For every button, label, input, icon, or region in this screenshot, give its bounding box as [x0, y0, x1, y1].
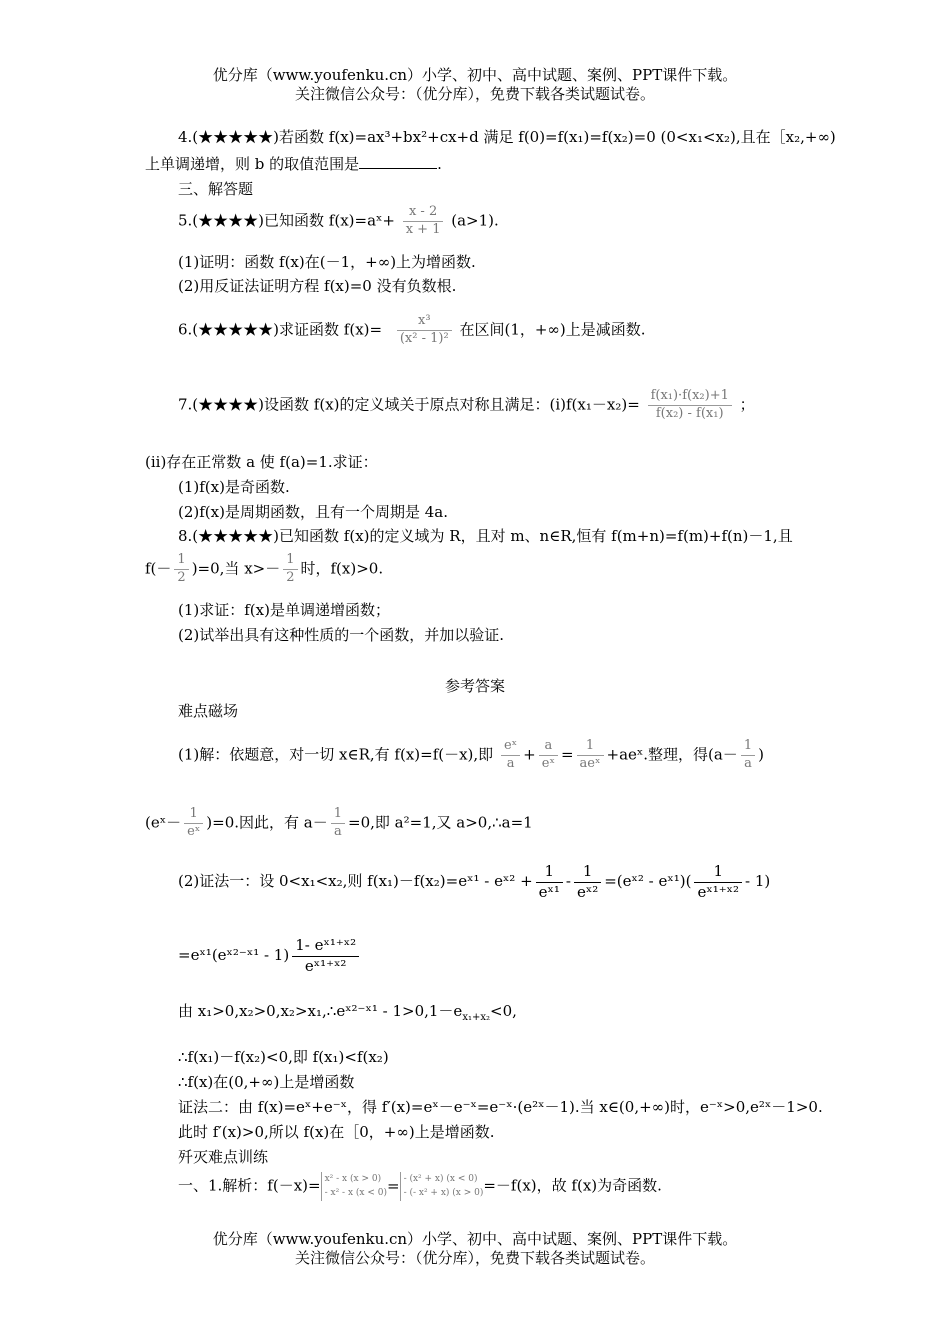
- sol-1-plus: +: [523, 745, 536, 764]
- piecewise-1-row-1: x² - x (x > 0): [324, 1174, 382, 1184]
- section-3-heading: 三、解答题: [178, 180, 254, 198]
- sol-4-pre: 由 x₁>0,x₂>0,x₂>x₁,∴: [178, 1002, 337, 1020]
- sol-2-expr-2: =(eˣ² - eˣ¹)(: [604, 872, 692, 890]
- q7-condition-ii: (ii)存在正常数 a 使 f(a)=1.求证：: [145, 453, 378, 471]
- sol-1-frac-2: [539, 738, 558, 773]
- q8-half-1-num: 1: [174, 552, 188, 570]
- q8-line-2: [145, 552, 383, 587]
- q5-statement: [178, 204, 499, 239]
- sol-2-line-1: [178, 862, 770, 902]
- q6-frac-den: (x² - 1)²: [399, 330, 449, 346]
- sol-1b-frac-2: [331, 806, 345, 841]
- q5-fraction: [403, 204, 444, 239]
- q7-statement: [178, 388, 755, 423]
- sol-1b-mid: )=0.因此，有 a－: [206, 813, 328, 832]
- q8-part-2: (2)试举出具有这种性质的一个函数，并加以验证.: [178, 626, 505, 644]
- q7-frac-num: f(x₁)·f(x₂)+1: [648, 388, 732, 406]
- sol-1-frac-3: [577, 738, 604, 773]
- footer-line-1: 优分库（www.youfenku.cn）小学、初中、高中试题、案例、PPT课件下载。: [212, 1230, 738, 1248]
- q7-part-2: (2)f(x)是周期函数，且有一个周期是 4a.: [178, 503, 448, 521]
- sol-1-frac-4: [741, 738, 755, 773]
- sol-1b-frac-1: [184, 806, 203, 841]
- q4-line-2-end: .: [437, 155, 442, 173]
- q4-line-2-text: 上单调递增，则 b 的取值范围是: [145, 155, 360, 173]
- train-1-post: =－f(x)，故 f(x)为奇函数.: [483, 1176, 662, 1195]
- q7-pre: 7.(★★★★)设函数 f(x)的定义域关于原点对称且满足：(i)f(x₁－x₂)=: [178, 395, 640, 414]
- sol-2-expr-3: - 1): [745, 872, 771, 890]
- q8-l2-c: 时，f(x)>0.: [300, 559, 384, 578]
- nandian-heading: 难点磁场: [178, 702, 239, 720]
- answer-blank: [359, 154, 437, 169]
- q8-half-2-num: 1: [283, 552, 297, 570]
- sol-3-frac-num: 1- eˣ¹⁺ˣ²: [292, 936, 359, 957]
- sol-4-post: <0,: [490, 1002, 517, 1020]
- jianmie-heading: 歼灭难点训练: [178, 1148, 269, 1166]
- q8-half-1: [174, 552, 188, 587]
- q4-line-1: 4.(★★★★★)若函数 f(x)=ax³+bx²+cx+d 满足 f(0)=f(x₁)=f(x₂)=0 (0<x₁<x₂),且在［x₂,+∞): [178, 128, 836, 146]
- piecewise-1-row-2: - x² - x (x < 0): [324, 1188, 387, 1199]
- sol-2-frac-2-num: 1: [574, 862, 601, 883]
- sol-2-frac-1-den: eˣ¹: [538, 882, 560, 901]
- sol-1-pre: (1)解：依题意，对一切 x∈R,有 f(x)=f(－x),即: [178, 745, 494, 764]
- piecewise-1: [321, 1172, 387, 1201]
- sol-1b-frac-1-den: eˣ: [187, 823, 201, 839]
- sol-2-frac-2: [574, 862, 601, 902]
- q7-part-1: (1)f(x)是奇函数.: [178, 478, 290, 496]
- q6-frac-num: x³: [397, 313, 452, 331]
- q5-post: (a>1).: [451, 211, 499, 230]
- sol-1-frac-4-num: 1: [741, 738, 755, 756]
- sol-1-frac-4-den: a: [744, 755, 752, 771]
- sol-3-frac-den: eˣ¹⁺ˣ²: [304, 956, 347, 975]
- sol-1-frac-1: [501, 738, 520, 773]
- sol-2-line-2: [178, 936, 362, 976]
- footer-line-2: 关注微信公众号：（优分库），免费下载各类试题试卷。: [294, 1249, 655, 1267]
- q5-frac-num: x - 2: [403, 204, 444, 222]
- q4-line-2: [145, 154, 442, 173]
- q6-post: 在区间(1，+∞)上是减函数.: [459, 320, 646, 339]
- sol-2-frac-3-den: eˣ¹⁺ˣ²: [697, 882, 740, 901]
- q8-line-1: 8.(★★★★★)已知函数 f(x)的定义域为 R，且对 m、n∈R,恒有 f(m+n)=f(m)+f(n)－1,且: [178, 527, 793, 545]
- q7-post: ；: [739, 395, 755, 414]
- q7-frac-den: f(x₂) - f(x₁): [655, 405, 724, 421]
- sol-2-frac-1-num: 1: [536, 862, 563, 883]
- sol-4-expr: eˣ²⁻ˣ¹ - 1: [336, 1002, 402, 1020]
- q8-l2-b: )=0,当 x>－: [191, 559, 281, 578]
- sol-2-frac-2-den: eˣ²: [576, 882, 599, 901]
- sol-2-minus: -: [565, 872, 571, 890]
- piecewise-2-row-2: - (- x² + x) (x > 0): [403, 1188, 484, 1199]
- sol-3-frac: [292, 936, 359, 976]
- sol-1-frac-2-num: a: [539, 738, 558, 756]
- piecewise-eq: =: [386, 1177, 400, 1196]
- train-1-pre: 一、1.解析：f(－x)=: [178, 1176, 321, 1195]
- sol-1-end: ): [758, 745, 764, 764]
- q5-pre: 5.(★★★★)已知函数 f(x)=aˣ+: [178, 211, 395, 230]
- sol-1-post: +aeˣ.整理，得(a－: [606, 745, 738, 764]
- sol-1-frac-1-num: eˣ: [501, 738, 520, 756]
- sol-4-sub: x₁+x₂: [462, 1012, 490, 1023]
- sol-3-expr: =eˣ¹(eˣ²⁻ˣ¹ - 1): [178, 946, 290, 964]
- q8-half-2-den: 2: [286, 569, 295, 585]
- piecewise-2-row-1: - (x² + x) (x < 0): [403, 1174, 478, 1184]
- sol-2-pre: (2)证法一：设 0<x₁<x₂,则 f(x₁)－f(x₂)=: [178, 872, 459, 890]
- header-line-2: 关注微信公众号：（优分库），免费下载各类试题试卷。: [294, 85, 655, 103]
- piecewise-2: [400, 1172, 484, 1201]
- sol-2-frac-3: [694, 862, 742, 902]
- sol-1b-post: =0,即 a²=1,又 a>0,∴a=1: [348, 813, 533, 832]
- sol-2-proof-2-cont: 此时 f′(x)>0,所以 f(x)在［0，+∞)上是增函数.: [178, 1123, 495, 1141]
- sol-1b-frac-2-den: a: [334, 823, 342, 839]
- sol-1b-frac-1-num: 1: [184, 806, 203, 824]
- sol-2-proof-2: 证法二：由 f(x)=eˣ+e⁻ˣ，得 f′(x)=eˣ－e⁻ˣ=e⁻ˣ·(e²ˣ－1).当 x∈(0,+∞)时，e⁻ˣ>0,e²ˣ－1>0.: [178, 1098, 823, 1116]
- sol-1-frac-1-den: a: [506, 755, 515, 771]
- sol-2-line-3: [178, 1002, 517, 1024]
- sol-4-mid: >0,1－e: [402, 1002, 463, 1020]
- q7-fraction: [648, 388, 732, 423]
- q6-pre: 6.(★★★★★)求证函数 f(x)=: [178, 320, 383, 339]
- q5-part-1: (1)证明：函数 f(x)在(－1，+∞)上为增函数.: [178, 253, 476, 271]
- sol-2-expr-1: eˣ¹ - eˣ² +: [458, 872, 533, 890]
- training-1-solution: [178, 1172, 662, 1201]
- sol-1b-pre: (eˣ－: [145, 813, 182, 832]
- q5-frac-den: x + 1: [405, 221, 441, 237]
- sol-1b-frac-2-num: 1: [331, 806, 345, 824]
- sol-2-line-4: ∴f(x₁)－f(x₂)<0,即 f(x₁)<f(x₂): [178, 1048, 389, 1066]
- q6-fraction: [397, 313, 452, 348]
- sol-1-frac-3-den: aeˣ: [579, 755, 601, 771]
- sol-2-line-5: ∴f(x)在(0,+∞)上是增函数: [178, 1073, 355, 1091]
- q6-statement: [178, 313, 646, 348]
- header-line-1: 优分库（www.youfenku.cn）小学、初中、高中试题、案例、PPT课件下载。: [212, 66, 738, 84]
- sol-1-line-2: [145, 806, 533, 841]
- q8-part-1: (1)求证：f(x)是单调递增函数；: [178, 601, 390, 619]
- q8-half-2: [283, 552, 297, 587]
- sol-1-frac-3-num: 1: [577, 738, 604, 756]
- answers-title: 参考答案: [444, 677, 505, 695]
- sol-2-frac-1: [536, 862, 563, 902]
- q8-l2-a: f(－: [145, 559, 172, 578]
- sol-1-frac-2-den: eˣ: [541, 755, 555, 771]
- sol-1-line-1: [178, 738, 764, 773]
- sol-1-eq: =: [560, 745, 574, 764]
- q5-part-2: (2)用反证法证明方程 f(x)=0 没有负数根.: [178, 277, 457, 295]
- q8-half-1-den: 2: [177, 569, 186, 585]
- sol-2-frac-3-num: 1: [694, 862, 742, 883]
